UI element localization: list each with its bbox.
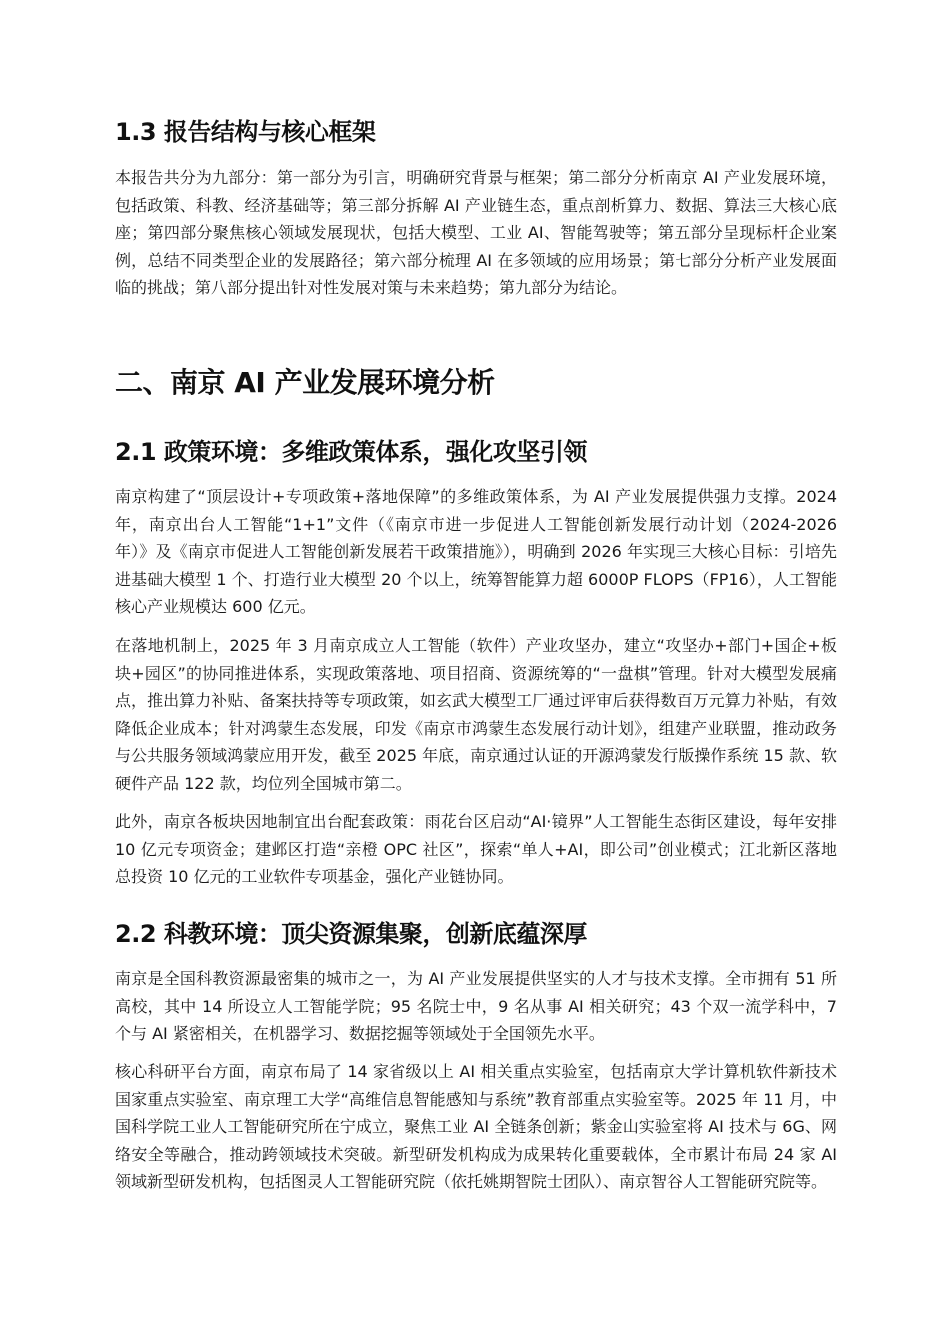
paragraph-report-structure: 本报告共分为九部分：第一部分为引言，明确研究背景与框架；第二部分分析南京 AI 产业发展环境，包括政策、科教、经济基础等；第三部分拆解 AI 产业链生态，重点剖析算力、数据、算法三大核心底座；第四部分聚焦核心领域发展现状，包括大模型、工业 AI、智能驾驶等；第五部分呈现标杆企业案例，总结不同类型企业的发展路径；第六部分梳理 AI 在多领域的应用场景；第七部分分析产业发展面临的挑战；第八部分提出针对性发展对策与未来趋势；第九部分为结论。 xyxy=(115,168,837,297)
paragraph-policy-mechanism: 在落地机制上，2025 年 3 月南京成立人工智能（软件）产业攻坚办，建立“攻坚办+部门+国企+板块+园区”的协同推进体系，实现政策落地、项目招商、资源统筹的“一盘棋”管理。针对大模型发展痛点，推出算力补贴、备案扶持等专项政策，如玄武大模型工厂通过评审后获得数百万元算力补贴，有效降低企业成本；针对鸿蒙生态发展，印发《南京市鸿蒙生态发展行动计划》，组建产业联盟，推动政务与公共服务领域鸿蒙应用开发，截至 2025 年底，南京通过认证的开源鸿蒙发行版操作系统 15 款、软硬件产品 122 款，均位列全国城市第二。 xyxy=(115,636,837,793)
paragraph-district-policies: 此外，南京各板块因地制宜出台配套政策：雨花台区启动“AI·镜界”人工智能生态街区建设，每年安排 10 亿元专项资金；建邺区打造“亲橙 OPC 社区”，探索“单人+AI，即公司”创业模式；江北新区落地总投资 10 亿元的工业软件专项基金，强化产业链协同。 xyxy=(115,812,837,886)
section-heading-2-2: 2.2 科教环境：顶尖资源集聚，创新底蕴深厚 xyxy=(115,920,587,948)
paragraph-education-resources: 南京是全国科教资源最密集的城市之一，为 AI 产业发展提供坚实的人才与技术支撑。全市拥有 51 所高校，其中 14 所设立人工智能学院；95 名院士中，9 名从事 AI 相关研究；43 个双一流学科中，7 个与 AI 紧密相关，在机器学习、数据挖掘等领域处于全国领先水平。 xyxy=(115,969,837,1043)
section-heading-2-1: 2.1 政策环境：多维政策体系，强化攻坚引领 xyxy=(115,438,587,466)
paragraph-research-platforms: 核心科研平台方面，南京布局了 14 家省级以上 AI 相关重点实验室，包括南京大学计算机软件新技术国家重点实验室、南京理工大学“高维信息智能感知与系统”教育部重点实验室等。2025 年 11 月，中国科学院工业人工智能研究所在宁成立，聚焦工业 AI 全链条创新；紫金山实验室将 AI 技术与 6G、网络安全等融合，推动跨领域技术突破。新型研发机构成为成果转化重要载体，全市累计布局 24 家 AI 领域新型研发机构，包括图灵人工智能研究院（依托姚期智院士团队）、南京智谷人工智能研究院等。 xyxy=(115,1062,837,1191)
paragraph-policy-system: 南京构建了“顶层设计+专项政策+落地保障”的多维政策体系，为 AI 产业发展提供强力支撑。2024 年，南京出台人工智能“1+1”文件（《南京市进一步促进人工智能创新发展行动计划（2024-2026 年）》及《南京市促进人工智能创新发展若干政策措施》），明确到 2026 年实现三大核心目标：引培先进基础大模型 1 个、打造行业大模型 20 个以上，统筹智能算力超 6000P FLOPS（FP16），人工智能核心产业规模达 600 亿元。 xyxy=(115,487,837,616)
chapter-heading-2: 二、南京 AI 产业发展环境分析 xyxy=(115,366,495,399)
section-heading-1-3: 1.3 报告结构与核心框架 xyxy=(115,118,376,146)
